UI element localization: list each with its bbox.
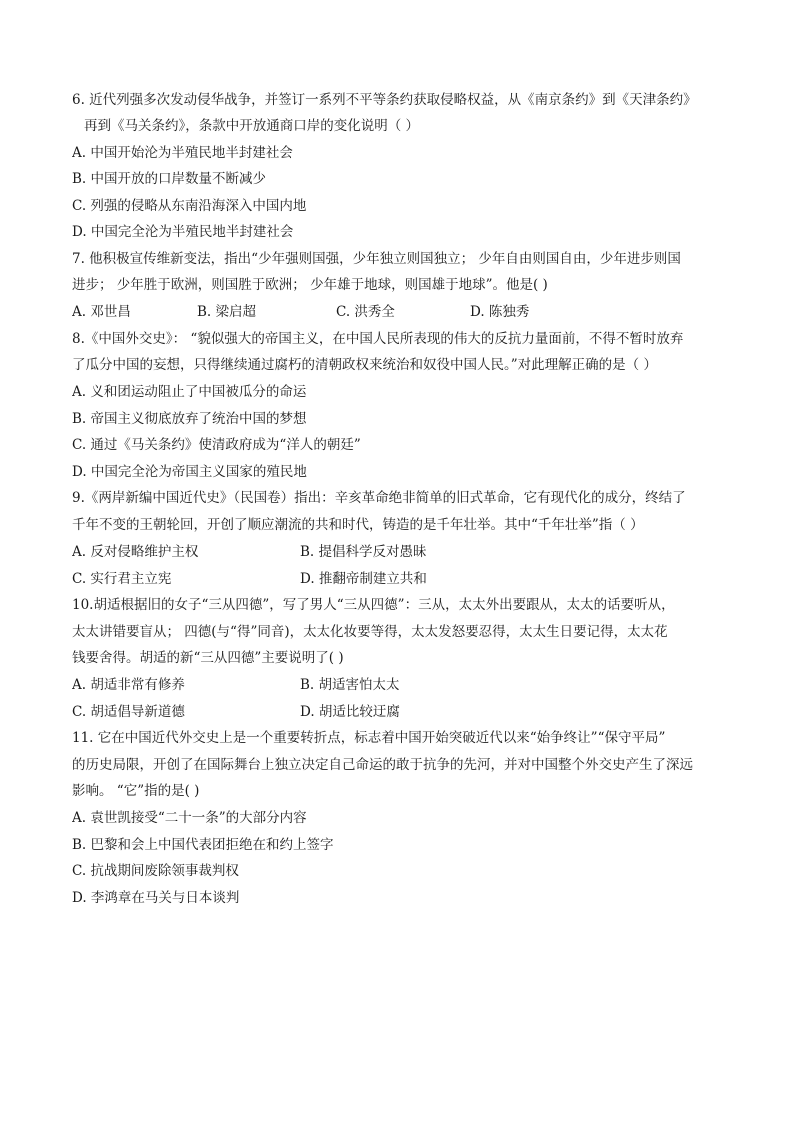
q7-option-a: A. 邓世昌 [72, 304, 131, 320]
q11-option-c: C. 抗战期间废除领事裁判权 [72, 863, 239, 879]
q11-option-d: D. 李鸿章在马关与日本谈判 [72, 890, 240, 906]
q7-stem-line2: 进步； 少年胜于欧洲，则国胜于欧洲； 少年雄于地球，则国雄于地球”。他是( ) [72, 277, 548, 293]
q7-options-row [72, 299, 732, 325]
q10-stem-line1: 10.胡适根据旧的女子“三从四德”，写了男人“三从四德”：三从，太太外出要跟从，太太的话要听从， [72, 597, 675, 613]
q9-option-d: D. 推翻帝制建立共和 [300, 571, 427, 587]
q11-stem-line1: 11. 它在中国近代外交史上是一个重要转折点，标志着中国开始突破近代以来“始争终让”“保守平局” [72, 730, 666, 746]
q9-stem-line2: 千年不变的王朝轮回，开创了顺应潮流的共和时代，铸造的是千年壮举。其中“千年壮举”指（ ） [72, 517, 644, 533]
q6-option-b: B. 中国开放的口岸数量不断减少 [72, 171, 267, 187]
q9-option-a: A. 反对侵略维护主权 [72, 544, 199, 560]
q8-stem-line2: 了瓜分中国的妄想，只得继续通过腐朽的清朝政权来统治和奴役中国人民。”对此理解正确的是（ ） [72, 357, 657, 373]
q7-option-d: D. 陈独秀 [470, 304, 530, 320]
q10-options-row1 [72, 672, 732, 698]
q10-stem-line2: 太太讲错要盲从； 四德(与“得”同音)，太太化妆要等得，太太发怒要忍得，太太生日要记得，太太花 [72, 624, 668, 640]
q9-option-b: B. 提倡科学反对愚昧 [300, 544, 427, 560]
q10-option-b: B. 胡适害怕太太 [300, 677, 400, 693]
q10-option-c: C. 胡适倡导新道德 [72, 704, 185, 720]
q11-stem-line2: 的历史局限，开创了在国际舞台上独立决定自己命运的敢于抗争的先河，并对中国整个外交史产生了深远 [72, 757, 693, 773]
q11-option-b: B. 巴黎和会上中国代表团拒绝在和约上签字 [72, 837, 334, 853]
q10-stem-line3: 钱要舍得。胡适的新“三从四德”主要说明了( ) [72, 650, 344, 666]
q9-options-row1 [72, 539, 732, 565]
q9-options-row2 [72, 566, 732, 592]
q11-stem-line3: 影响。 “它”指的是( ) [72, 783, 200, 799]
q11-option-a: A. 袁世凯接受“二十一条”的大部分内容 [72, 810, 307, 826]
q6-stem-line1: 6. 近代列强多次发动侵华战争，并签订一系列不平等条约获取侵略权益，从《南京条约》到《天津条约》 [72, 92, 697, 108]
q9-stem-line1: 9.《两岸新编中国近代史》（民国卷）指出：辛亥革命绝非简单的旧式革命，它有现代化的成分，终结了 [72, 490, 686, 506]
q8-option-c: C. 通过《马关条约》使清政府成为“洋人的朝廷” [72, 437, 361, 453]
q6-option-d: D. 中国完全沦为半殖民地半封建社会 [72, 224, 294, 240]
q8-option-d: D. 中国完全沦为帝国主义国家的殖民地 [72, 464, 307, 480]
q8-option-b: B. 帝国主义彻底放弃了统治中国的梦想 [72, 411, 307, 427]
q6-stem-line2: 再到《马关条约》，条款中开放通商口岸的变化说明（ ） [84, 118, 420, 134]
q8-option-a: A. 义和团运动阻止了中国被瓜分的命运 [72, 384, 307, 400]
q8-stem-line1: 8.《中国外交史》： “貌似强大的帝国主义，在中国人民所表现的伟大的反抗力量面前，不得不暂时放弃 [72, 331, 684, 347]
q10-option-d: D. 胡适比较迂腐 [300, 704, 400, 720]
q6-option-c: C. 列强的侵略从东南沿海深入中国内地 [72, 198, 307, 214]
q7-option-c: C. 洪秀全 [336, 304, 395, 320]
q6-option-a: A. 中国开始沦为半殖民地半封建社会 [72, 145, 293, 161]
q7-stem-line1: 7. 他积极宣传维新变法，指出“少年强则国强，少年独立则国独立； 少年自由则国自由，少年进步则国 [72, 251, 681, 267]
q7-option-b: B. 梁启超 [197, 304, 257, 320]
q10-options-row2 [72, 699, 732, 725]
q10-option-a: A. 胡适非常有修养 [72, 677, 185, 693]
q9-option-c: C. 实行君主立宪 [72, 571, 172, 587]
